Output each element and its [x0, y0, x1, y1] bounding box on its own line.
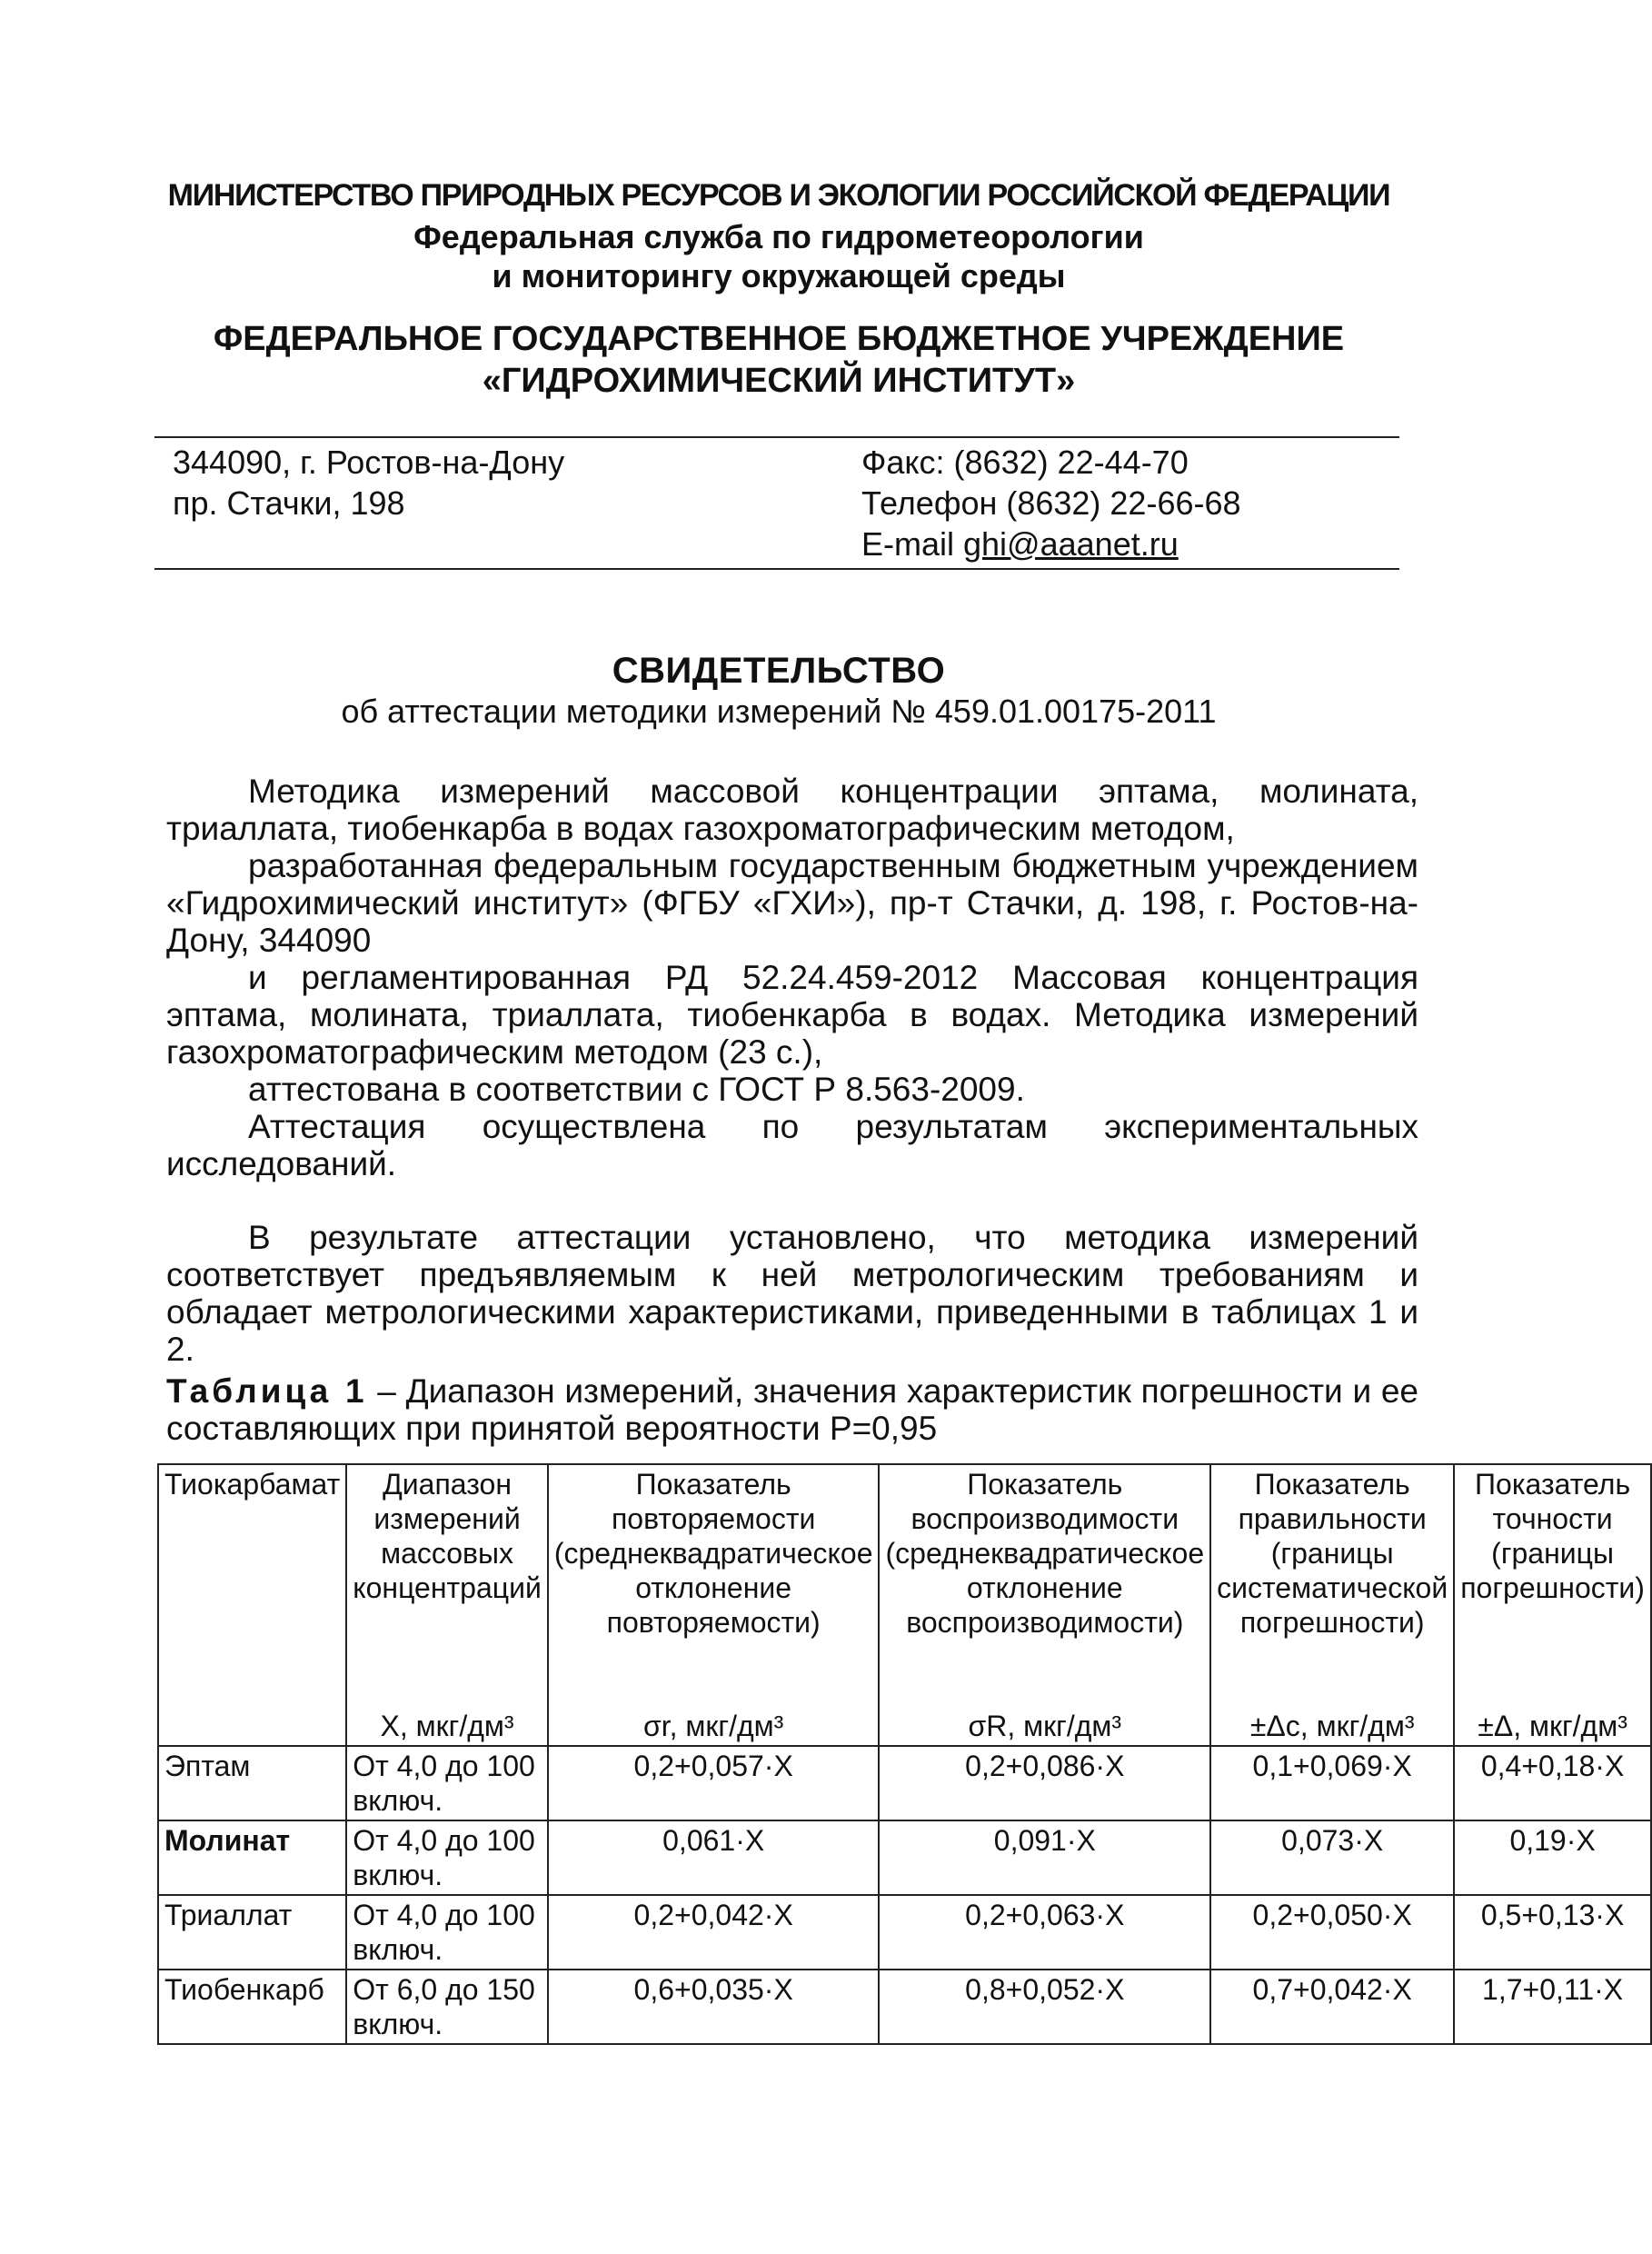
postal-address-line2: пр. Стачки, 198 — [173, 484, 405, 522]
header-text: Показатель повторяемости (среднеквадратическое отклонение повторяемости) — [553, 1468, 873, 1639]
row-accuracy: 0,19·X — [1454, 1820, 1651, 1895]
header-text: Показатель точности (границы погрешности) — [1460, 1468, 1645, 1604]
fax-number: Факс: (8632) 22-44-70 — [861, 444, 1189, 481]
row-range: От 4,0 до 100 включ. — [346, 1746, 548, 1820]
postal-address — [173, 442, 564, 524]
header-unit: σR, мкг/дм³ — [968, 1710, 1122, 1742]
service-heading-line2: и мониторингу окружающей среды — [492, 257, 1066, 294]
row-trueness: 0,2+0,050·X — [1210, 1895, 1454, 1970]
header-cell — [158, 1464, 346, 1746]
body-paragraph-method: Методика измерений массовой концентрации эптама, молината, триаллата, тиобенкарба в водах газохроматографическим методом, — [166, 773, 1418, 847]
body-paragraph-basis: Аттестация осуществлена по результатам экспериментальных исследований. — [166, 1108, 1418, 1182]
service-heading-line1: Федеральная служба по гидрометеорологии — [413, 218, 1144, 255]
body-paragraph-developer: разработанная федеральным государственным бюджетным учреждением «Гидрохимический институт» (ФГБУ «ГХИ»), пр-т Стачки, д. 198, г. Ростов-на-Дону, 344090 — [166, 847, 1418, 959]
email-label: E-mail — [861, 525, 964, 563]
row-reproducibility: 0,091·X — [879, 1820, 1210, 1895]
address-top-divider — [154, 436, 1399, 438]
table-row — [158, 1970, 1651, 2044]
row-trueness: 0,7+0,042·X — [1210, 1970, 1454, 2044]
row-repeatability: 0,6+0,035·X — [548, 1970, 880, 2044]
postal-address-line1: 344090, г. Ростов-на-Дону — [173, 444, 565, 481]
body-paragraph-result: В результате аттестации установлено, что методика измерений соответствует предъявляемым к ней метрологическим требованиям и обладает метрологическими характеристиками, приведенными в таблицах 1 и 2. — [166, 1219, 1418, 1368]
header-text: Показатель правильности (границы систематической погрешности) — [1217, 1468, 1448, 1639]
metrology-table — [157, 1463, 1652, 2045]
table-row — [158, 1746, 1651, 1820]
row-range: От 4,0 до 100 включ. — [346, 1820, 548, 1895]
row-accuracy: 0,5+0,13·X — [1454, 1895, 1651, 1970]
row-reproducibility: 0,8+0,052·X — [879, 1970, 1210, 2044]
header-unit: ±Δ, мкг/дм³ — [1478, 1710, 1627, 1742]
row-reproducibility: 0,2+0,086·X — [879, 1746, 1210, 1820]
table-caption — [166, 1372, 1418, 1447]
row-range: От 6,0 до 150 включ. — [346, 1970, 548, 2044]
header-cell — [548, 1464, 880, 1746]
phone-number: Телефон (8632) 22-66-68 — [861, 484, 1241, 522]
certificate-title: СВИДЕТЕЛЬСТВО — [612, 651, 946, 691]
body-paragraph-regulation: и регламентированная РД 52.24.459-2012 Массовая концентрация эптама, молината, триаллата, тиобенкарба в водах. Методика измерений газохроматографическим методом (23 с.), — [166, 959, 1418, 1071]
row-range: От 4,0 до 100 включ. — [346, 1895, 548, 1970]
certificate-body — [166, 773, 1418, 1368]
header-text: Диапазон измерений массовых концентраций — [353, 1468, 542, 1604]
ministry-heading: МИНИСТЕРСТВО ПРИРОДНЫХ РЕСУРСОВ И ЭКОЛОГИИ РОССИЙСКОЙ ФЕДЕРАЦИИ — [167, 178, 1390, 213]
row-name: Молинат — [158, 1820, 346, 1895]
table-row — [158, 1820, 1651, 1895]
row-repeatability: 0,2+0,042·X — [548, 1895, 880, 1970]
row-name: Тиобенкарб — [158, 1970, 346, 2044]
header-cell — [346, 1464, 548, 1746]
header-text: Тиокарбамат — [164, 1468, 341, 1501]
email-line — [861, 524, 1241, 564]
header-cell — [1454, 1464, 1651, 1746]
table-caption-text: – Диапазон измерений, значения характеристик погрешности и ее составляющих при принятой вероятности Р=0,95 — [166, 1372, 1418, 1447]
row-accuracy: 0,4+0,18·X — [1454, 1746, 1651, 1820]
organization-heading-line1: ФЕДЕРАЛЬНОЕ ГОСУДАРСТВЕННОЕ БЮДЖЕТНОЕ УЧРЕЖДЕНИЕ — [213, 320, 1345, 358]
contact-details — [861, 442, 1241, 564]
email-link[interactable]: ghi@aaanet.ru — [963, 525, 1179, 563]
header-unit: ±Δс, мкг/дм³ — [1249, 1710, 1415, 1742]
organization-heading-line2: «ГИДРОХИМИЧЕСКИЙ ИНСТИТУТ» — [482, 362, 1076, 400]
row-accuracy: 1,7+0,11·X — [1454, 1970, 1651, 2044]
body-paragraph-attested: аттестована в соответствии с ГОСТ Р 8.563-2009. — [248, 1071, 1025, 1108]
row-name: Эптам — [158, 1746, 346, 1820]
header-unit: X, мкг/дм³ — [380, 1710, 514, 1742]
table-header-row — [158, 1464, 1651, 1746]
row-reproducibility: 0,2+0,063·X — [879, 1895, 1210, 1970]
row-repeatability: 0,061·X — [548, 1820, 880, 1895]
row-trueness: 0,1+0,069·X — [1210, 1746, 1454, 1820]
header-unit: σr, мкг/дм³ — [643, 1710, 784, 1742]
header-text: Показатель воспроизводимости (среднеквадратическое отклонение воспроизводимости) — [885, 1468, 1205, 1639]
certificate-subtitle: об аттестации методики измерений № 459.01.00175-2011 — [341, 693, 1217, 730]
row-trueness: 0,073·X — [1210, 1820, 1454, 1895]
address-bottom-divider — [154, 568, 1399, 570]
table-caption-label: Таблица 1 — [166, 1372, 368, 1410]
row-repeatability: 0,2+0,057·X — [548, 1746, 880, 1820]
header-cell — [1210, 1464, 1454, 1746]
row-name: Триаллат — [158, 1895, 346, 1970]
header-cell — [879, 1464, 1210, 1746]
table-row — [158, 1895, 1651, 1970]
